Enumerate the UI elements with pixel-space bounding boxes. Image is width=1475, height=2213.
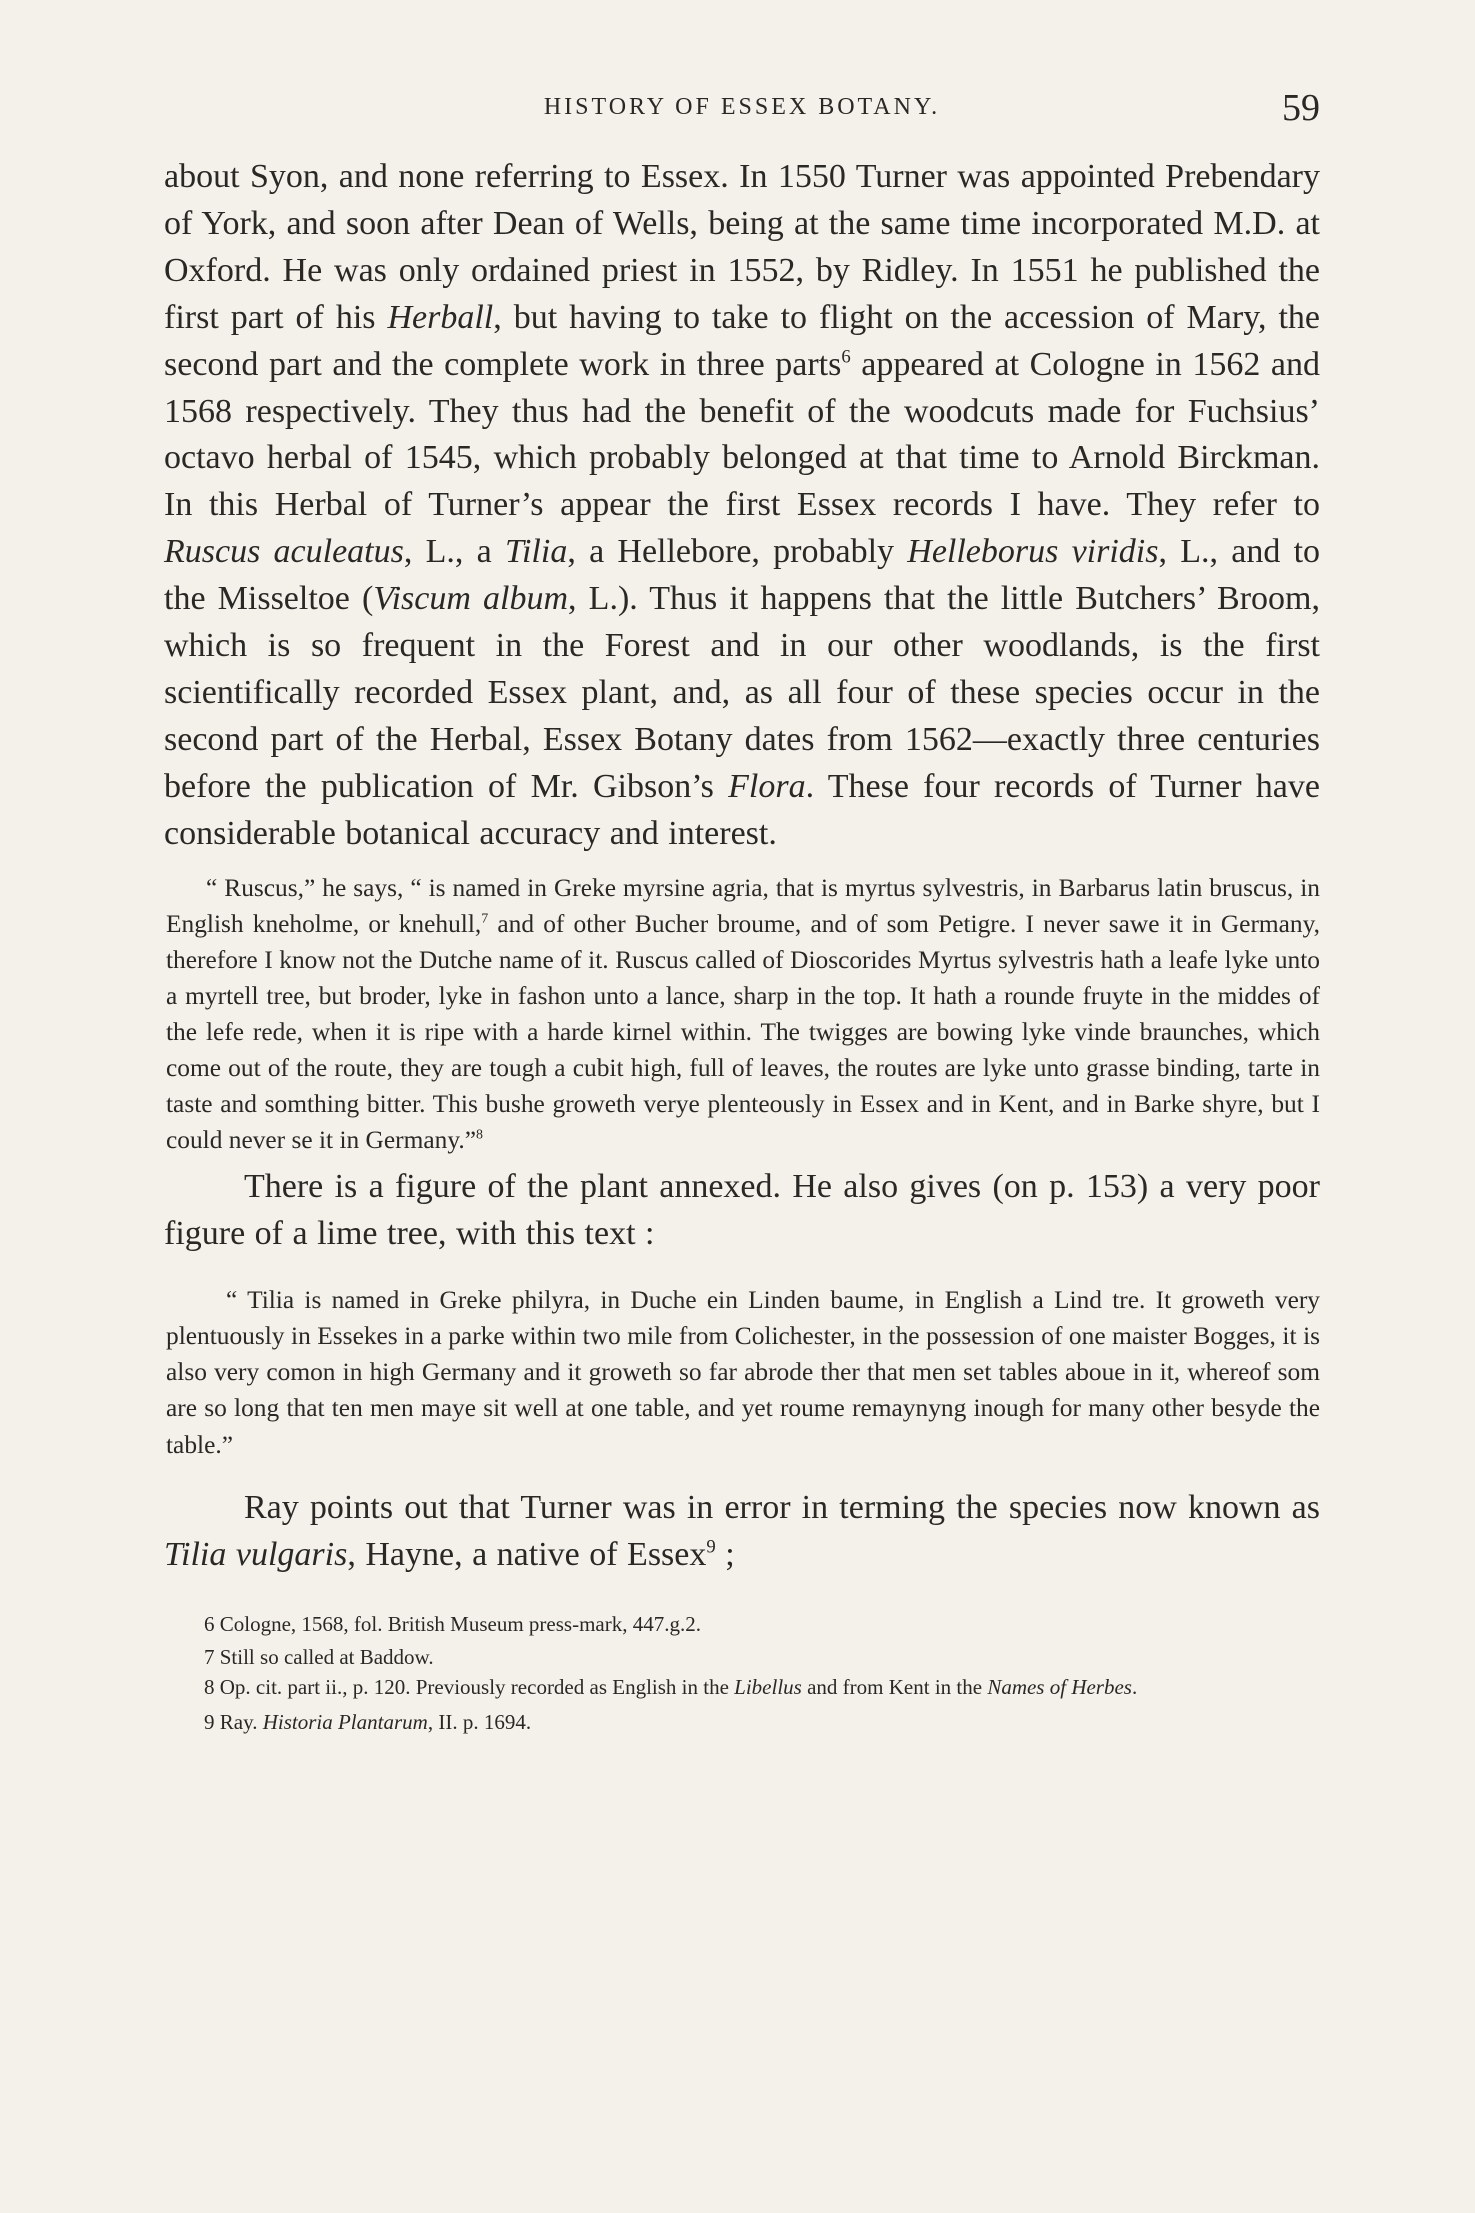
quotation-tilia: “ Tilia is named in Greke philyra, in Duche ein Linden baume, in English a Lind tre. It groweth very plentuously in Essekes in a parke within two mile from Colichester, in the possession of one maister Bogges, it is also very comon in high Germany and it groweth so far abrode ther that men set tables aboue in it, whereof som are so long that ten men maye sit well at one table, and yet roume remaynyng inough for many other besyde the table.” bbox=[166, 1286, 1320, 1459]
footnote-ref-7: 7 bbox=[481, 911, 489, 927]
species-tilia-vulgaris: Tilia vulgaris bbox=[164, 1535, 348, 1573]
paragraph-ray-error bbox=[164, 1485, 1320, 1579]
text-run: , but having to take to flight on the accession of Mary, the second part and the complete work in three parts bbox=[164, 298, 1320, 383]
page-body bbox=[164, 154, 1320, 1739]
text-run: , II. p. 1694. bbox=[427, 1710, 532, 1735]
text-run: . bbox=[1131, 1675, 1138, 1700]
text-run: . These four records of Turner have considerable botanical accuracy and interest. bbox=[164, 767, 1320, 852]
text-run: “ Ruscus,” he says, “ is named in Greke myrsine agria, that is myrtus sylvestris, in Barbarus latin bruscus, in English kneholme, or knehull, bbox=[166, 873, 1320, 938]
paragraph-turner-herball bbox=[164, 154, 1320, 858]
italic-title-libellus: Libellus bbox=[734, 1675, 802, 1700]
text-run: and from Kent in the bbox=[801, 1675, 988, 1700]
italic-title-herball: Herball bbox=[387, 298, 494, 336]
text-run: ; bbox=[715, 1535, 735, 1573]
italic-title-historia-plantarum: Historia Plantarum bbox=[262, 1710, 428, 1735]
footnote-ref-8: 8 bbox=[475, 1127, 483, 1143]
genus-tilia: Tilia bbox=[504, 533, 568, 571]
text-run: , L., and to the Misseltoe ( bbox=[164, 533, 1321, 618]
species-viscum-album: Viscum album bbox=[373, 580, 569, 618]
footnote-ref-9: 9 bbox=[706, 1536, 716, 1558]
text-run: about Syon, and none referring to Essex. In 1550 Turner was appointed Prebendary of York, and soon after Dean of Wells, being at the same time incorporated M.D. at Oxford. He was only ordained priest in 1552, by Ridley. In 1551 he published the first part of his bbox=[164, 158, 1320, 336]
species-ruscus-aculeatus: Ruscus aculeatus bbox=[164, 533, 404, 571]
paragraph-figure-annexed: There is a figure of the plant annexed. He also gives (on p. 153) a very poor figure of a lime tree, with this text : bbox=[164, 1168, 1320, 1253]
italic-title-flora: Flora bbox=[728, 767, 806, 805]
footnote-ref-6: 6 bbox=[841, 346, 851, 368]
footnote-6: 6 Cologne, 1568, fol. British Museum press-mark, 447.g.2. bbox=[204, 1612, 701, 1637]
footnote-8 bbox=[164, 1674, 1320, 1700]
running-title: HISTORY OF ESSEX BOTANY. bbox=[543, 94, 941, 120]
text-run: 8 Op. cit. part ii., p. 120. Previously recorded as English in the bbox=[204, 1675, 735, 1700]
quotation-ruscus bbox=[164, 870, 1320, 1159]
footnote-7: 7 Still so called at Baddow. bbox=[204, 1645, 434, 1670]
page-number: 59 bbox=[1282, 87, 1320, 129]
footnote-9 bbox=[164, 1706, 1320, 1739]
italic-title-names-of-herbes: Names of Herbes bbox=[987, 1675, 1132, 1700]
species-helleborus-viridis: Helleborus viridis bbox=[907, 533, 1159, 571]
text-run: , Hayne, a native of Essex bbox=[347, 1535, 707, 1573]
text-run: , L.). Thus it happens that the little Butchers’ Broom, which is so frequent in the Forest and in our other woodlands, is the first scientifically recorded Essex plant, and, as all four of these species occur in the second part of the Herbal, Essex Botany dates from 1562—exactly three centuries before the publication of Mr. Gibson’s bbox=[164, 580, 1320, 805]
text-run: , a Hellebore, probably bbox=[567, 533, 908, 571]
text-run: Ray points out that Turner was in error in terming the species now known as bbox=[244, 1488, 1320, 1526]
running-head bbox=[164, 88, 1320, 128]
text-run: and of other Bucher broume, and of som Petigre. I never sawe it in Germany, therefore I know not the Dutche name of it. Ruscus called of Dioscorides Myrtus sylvestris hath a leafe lyke unto a myrtell tree, but broder, lyke in fashon unto a lance, sharp in the top. It hath a rounde fruyte in the middes of the lefe rede, when it is ripe with a harde kirnel within. The twigges are bowing lyke vinde braunches, which come out of the route, they are tough a cubit high, full of leaves, the routes are lyke unto grasse binding, tarte in taste and somthing bitter. This bushe groweth verye plenteously in Essex and in Kent, and in Barke shyre, but I could never se it in Germany.” bbox=[166, 909, 1321, 1155]
text-run: , L., a bbox=[403, 533, 505, 571]
text-run: appeared at Cologne in 1562 and 1568 respectively. They thus had the benefit of the woodcuts made for Fuchsius’ octavo herbal of 1545, which probably belonged at that time to Arnold Birckman. In this Herbal of Turner’s appear the first Essex records I have. They refer to bbox=[164, 345, 1321, 524]
footnotes bbox=[164, 1608, 1320, 1739]
text-run: 9 Ray. bbox=[204, 1710, 263, 1735]
